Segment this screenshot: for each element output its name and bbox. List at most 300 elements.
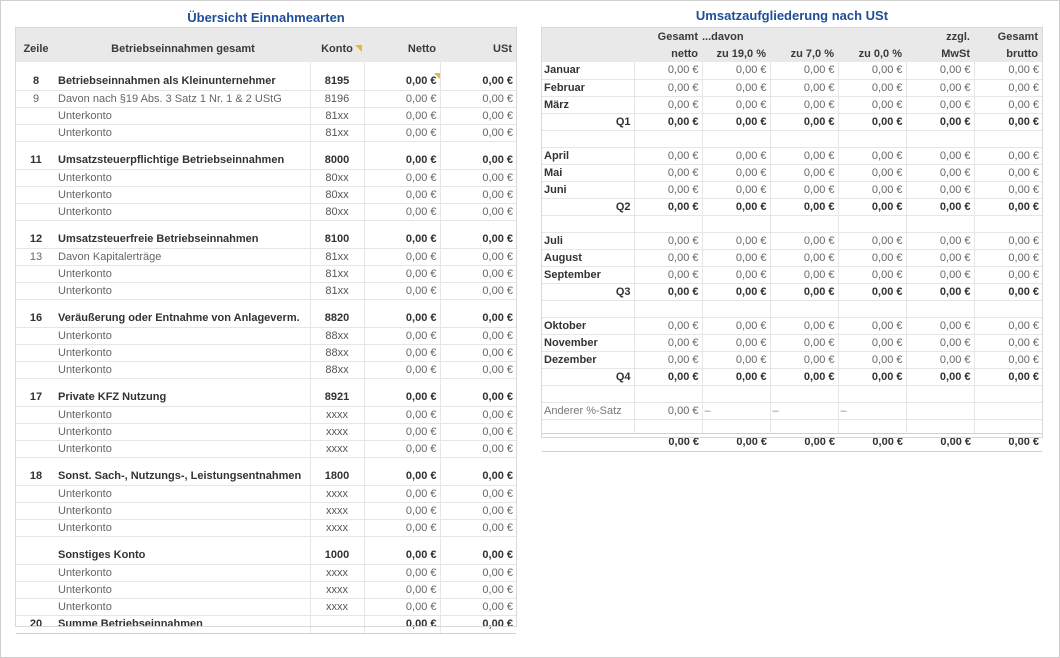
row-number[interactable] [16, 502, 56, 519]
amount-cell[interactable]: 0,00 € [634, 317, 702, 334]
row-number[interactable] [16, 519, 56, 536]
other-rate-dash[interactable]: – [770, 402, 838, 419]
amount-cell[interactable]: 0,00 € [770, 79, 838, 96]
empty-cell[interactable] [16, 378, 56, 389]
empty-cell[interactable] [364, 536, 440, 547]
ust-cell[interactable]: 0,00 € [440, 152, 516, 169]
amount-cell[interactable]: 0,00 € [634, 232, 702, 249]
empty-cell[interactable] [16, 457, 56, 468]
netto-cell[interactable]: 0,00 € [364, 265, 440, 282]
amount-cell[interactable]: 0,00 € [906, 164, 974, 181]
empty-cell[interactable] [770, 419, 838, 433]
amount-cell[interactable]: 0,00 € [838, 198, 906, 215]
header-betriebseinnahmen[interactable]: Betriebseinnahmen gesamt [56, 28, 310, 62]
empty-cell[interactable] [838, 130, 906, 147]
empty-cell[interactable] [542, 300, 634, 317]
amount-cell[interactable]: 0,00 € [702, 113, 770, 130]
ust-cell[interactable]: 0,00 € [440, 282, 516, 299]
account-number[interactable]: xxxx [310, 406, 364, 423]
amount-cell[interactable]: 0,00 € [702, 79, 770, 96]
empty-cell[interactable] [906, 402, 974, 419]
amount-cell[interactable]: 0,00 € [838, 334, 906, 351]
account-number[interactable]: 88xx [310, 327, 364, 344]
netto-cell[interactable]: 0,00 € [364, 186, 440, 203]
empty-cell[interactable] [702, 385, 770, 402]
account-name[interactable]: Unterkonto [56, 282, 310, 299]
amount-cell[interactable]: 0,00 € [702, 198, 770, 215]
netto-cell[interactable]: 0,00 € [364, 440, 440, 457]
amount-cell[interactable]: 0,00 € [906, 96, 974, 113]
amount-cell[interactable]: 0,00 € [770, 62, 838, 79]
amount-cell[interactable]: 0,00 € [770, 351, 838, 368]
netto-cell[interactable]: 0,00 € [364, 310, 440, 327]
quarter-label[interactable]: Q2 [542, 198, 634, 215]
row-number[interactable] [16, 564, 56, 581]
ust-cell[interactable]: 0,00 € [440, 547, 516, 564]
amount-cell[interactable]: 0,00 € [974, 96, 1042, 113]
other-rate-label[interactable]: Anderer %-Satz [542, 402, 634, 419]
account-name[interactable]: Unterkonto [56, 186, 310, 203]
month-label[interactable]: November [542, 334, 634, 351]
account-name[interactable]: Unterkonto [56, 423, 310, 440]
total-amount-cell[interactable]: 0,00 € [702, 433, 770, 451]
ust-cell[interactable]: 0,00 € [440, 186, 516, 203]
row-number[interactable] [16, 327, 56, 344]
row-number[interactable] [16, 598, 56, 615]
month-label[interactable]: Oktober [542, 317, 634, 334]
total-amount-cell[interactable]: 0,00 € [974, 433, 1042, 451]
amount-cell[interactable]: 0,00 € [702, 266, 770, 283]
netto-cell[interactable]: 0,00 € [364, 327, 440, 344]
amount-cell[interactable]: 0,00 € [906, 283, 974, 300]
empty-cell[interactable] [906, 300, 974, 317]
netto-cell[interactable]: 0,00 € [364, 598, 440, 615]
vat-header-cell[interactable] [838, 28, 906, 45]
empty-cell[interactable] [906, 419, 974, 433]
amount-cell[interactable]: 0,00 € [974, 181, 1042, 198]
account-number[interactable]: 80xx [310, 169, 364, 186]
ust-cell[interactable]: 0,00 € [440, 406, 516, 423]
amount-cell[interactable]: 0,00 € [770, 96, 838, 113]
empty-cell[interactable] [634, 385, 702, 402]
vat-header-cell[interactable]: ...davon [702, 28, 770, 45]
ust-cell[interactable]: 0,00 € [440, 389, 516, 406]
empty-cell[interactable] [542, 385, 634, 402]
month-label[interactable]: Juli [542, 232, 634, 249]
empty-cell[interactable] [634, 419, 702, 433]
row-number[interactable] [16, 547, 56, 564]
ust-cell[interactable]: 0,00 € [440, 598, 516, 615]
netto-cell[interactable]: 0,00 € [364, 485, 440, 502]
amount-cell[interactable]: 0,00 € [974, 317, 1042, 334]
amount-cell[interactable]: 0,00 € [702, 62, 770, 79]
amount-cell[interactable]: 0,00 € [974, 266, 1042, 283]
amount-cell[interactable]: 0,00 € [770, 232, 838, 249]
row-number[interactable]: 18 [16, 468, 56, 485]
vat-header-cell[interactable]: zu 0,0 % [838, 45, 906, 62]
ust-cell[interactable]: 0,00 € [440, 169, 516, 186]
account-name[interactable]: Unterkonto [56, 344, 310, 361]
empty-cell[interactable] [310, 141, 364, 152]
ust-cell[interactable]: 0,00 € [440, 265, 516, 282]
account-number[interactable]: 80xx [310, 186, 364, 203]
vat-header-cell[interactable]: netto [634, 45, 702, 62]
empty-cell[interactable] [16, 62, 56, 73]
amount-cell[interactable]: 0,00 € [838, 368, 906, 385]
amount-cell[interactable]: 0,00 € [974, 368, 1042, 385]
amount-cell[interactable]: 0,00 € [634, 113, 702, 130]
account-name[interactable]: Betriebseinnahmen als Kleinunternehmer [56, 73, 310, 90]
empty-cell[interactable] [634, 215, 702, 232]
sum-label[interactable]: Summe Betriebseinnahmen [56, 615, 310, 633]
amount-cell[interactable]: 0,00 € [906, 181, 974, 198]
amount-cell[interactable]: 0,00 € [702, 317, 770, 334]
account-number[interactable]: xxxx [310, 598, 364, 615]
account-name[interactable]: Sonstiges Konto [56, 547, 310, 564]
empty-cell[interactable] [974, 130, 1042, 147]
amount-cell[interactable]: 0,00 € [770, 113, 838, 130]
vat-header-cell[interactable] [542, 28, 634, 45]
ust-cell[interactable]: 0,00 € [440, 485, 516, 502]
empty-cell[interactable] [56, 457, 310, 468]
empty-cell[interactable] [838, 300, 906, 317]
total-amount-cell[interactable]: 0,00 € [838, 433, 906, 451]
quarter-label[interactable]: Q1 [542, 113, 634, 130]
account-name[interactable]: Unterkonto [56, 124, 310, 141]
amount-cell[interactable]: 0,00 € [770, 249, 838, 266]
total-amount-cell[interactable]: 0,00 € [634, 433, 702, 451]
ust-cell[interactable]: 0,00 € [440, 124, 516, 141]
account-name[interactable]: Unterkonto [56, 502, 310, 519]
row-number[interactable]: 11 [16, 152, 56, 169]
amount-cell[interactable]: 0,00 € [770, 283, 838, 300]
account-number[interactable]: xxxx [310, 581, 364, 598]
account-number[interactable]: xxxx [310, 519, 364, 536]
amount-cell[interactable]: 0,00 € [702, 232, 770, 249]
amount-cell[interactable]: 0,00 € [838, 283, 906, 300]
amount-cell[interactable]: 0,00 € [974, 249, 1042, 266]
netto-cell[interactable]: 0,00 € [364, 564, 440, 581]
empty-cell[interactable] [702, 300, 770, 317]
amount-cell[interactable]: 0,00 € [770, 266, 838, 283]
ust-cell[interactable]: 0,00 € [440, 90, 516, 107]
amount-cell[interactable]: 0,00 € [906, 249, 974, 266]
account-number[interactable]: 8195 [310, 73, 364, 90]
account-name[interactable]: Unterkonto [56, 564, 310, 581]
account-name[interactable]: Unterkonto [56, 361, 310, 378]
account-name[interactable]: Sonst. Sach-, Nutzungs-, Leistungsentnahmen [56, 468, 310, 485]
netto-cell[interactable]: 0,00 € [364, 107, 440, 124]
empty-cell[interactable] [364, 141, 440, 152]
amount-cell[interactable]: 0,00 € [702, 368, 770, 385]
account-number[interactable]: 1800 [310, 468, 364, 485]
amount-cell[interactable]: 0,00 € [838, 249, 906, 266]
empty-cell[interactable] [440, 457, 516, 468]
empty-cell[interactable] [770, 130, 838, 147]
empty-cell[interactable] [974, 402, 1042, 419]
netto-cell[interactable]: 0,00 € [364, 502, 440, 519]
amount-cell[interactable]: 0,00 € [634, 351, 702, 368]
row-number[interactable] [16, 203, 56, 220]
account-number[interactable]: 81xx [310, 124, 364, 141]
account-name[interactable]: Unterkonto [56, 485, 310, 502]
sum-netto[interactable]: 0,00 € [364, 615, 440, 633]
ust-cell[interactable]: 0,00 € [440, 581, 516, 598]
total-amount-cell[interactable]: 0,00 € [906, 433, 974, 451]
row-number[interactable]: 16 [16, 310, 56, 327]
amount-cell[interactable]: 0,00 € [838, 266, 906, 283]
month-label[interactable]: April [542, 147, 634, 164]
row-number[interactable] [16, 485, 56, 502]
amount-cell[interactable]: 0,00 € [838, 164, 906, 181]
empty-cell[interactable] [364, 457, 440, 468]
amount-cell[interactable]: 0,00 € [702, 181, 770, 198]
netto-cell[interactable]: 0,00 € [364, 203, 440, 220]
netto-cell[interactable]: 0,00 € [364, 581, 440, 598]
empty-cell[interactable] [770, 300, 838, 317]
account-number[interactable]: 81xx [310, 107, 364, 124]
netto-cell[interactable]: 0,00 € [364, 152, 440, 169]
row-number[interactable] [16, 124, 56, 141]
row-number[interactable]: 17 [16, 389, 56, 406]
amount-cell[interactable]: 0,00 € [634, 198, 702, 215]
amount-cell[interactable]: 0,00 € [634, 79, 702, 96]
account-number[interactable]: 8196 [310, 90, 364, 107]
account-number[interactable]: 81xx [310, 248, 364, 265]
empty-cell[interactable] [440, 141, 516, 152]
account-name[interactable]: Unterkonto [56, 581, 310, 598]
account-number[interactable]: 80xx [310, 203, 364, 220]
account-name[interactable]: Umsatzsteuerfreie Betriebseinnahmen [56, 231, 310, 248]
header-konto[interactable] [310, 28, 364, 62]
row-number[interactable] [16, 440, 56, 457]
vat-header-cell[interactable] [542, 45, 634, 62]
netto-cell[interactable]: 0,00 € [364, 406, 440, 423]
month-label[interactable]: Februar [542, 79, 634, 96]
sum-ust[interactable]: 0,00 € [440, 615, 516, 633]
amount-cell[interactable]: 0,00 € [702, 164, 770, 181]
account-name[interactable]: Unterkonto [56, 169, 310, 186]
row-number[interactable]: 13 [16, 248, 56, 265]
account-name[interactable]: Umsatzsteuerpflichtige Betriebseinnahmen [56, 152, 310, 169]
month-label[interactable]: Dezember [542, 351, 634, 368]
empty-cell[interactable] [974, 215, 1042, 232]
amount-cell[interactable]: 0,00 € [974, 113, 1042, 130]
account-name[interactable]: Unterkonto [56, 440, 310, 457]
row-number[interactable] [16, 406, 56, 423]
row-number[interactable]: 12 [16, 231, 56, 248]
empty-cell[interactable] [310, 220, 364, 231]
account-name[interactable]: Davon nach §19 Abs. 3 Satz 1 Nr. 1 & 2 UStG [56, 90, 310, 107]
account-name[interactable]: Unterkonto [56, 519, 310, 536]
month-label[interactable]: August [542, 249, 634, 266]
account-number[interactable]: 8000 [310, 152, 364, 169]
empty-cell[interactable] [838, 419, 906, 433]
amount-cell[interactable]: 0,00 € [770, 334, 838, 351]
amount-cell[interactable]: 0,00 € [634, 283, 702, 300]
header-ust[interactable]: USt [440, 28, 516, 62]
ust-cell[interactable]: 0,00 € [440, 423, 516, 440]
account-name[interactable]: Unterkonto [56, 327, 310, 344]
comment-marker-icon[interactable] [355, 45, 362, 52]
amount-cell[interactable]: 0,00 € [906, 198, 974, 215]
amount-cell[interactable]: 0,00 € [634, 164, 702, 181]
empty-cell[interactable] [56, 299, 310, 310]
netto-cell[interactable]: 0,00 € [364, 73, 440, 90]
empty-cell[interactable] [364, 378, 440, 389]
ust-cell[interactable]: 0,00 € [440, 203, 516, 220]
netto-cell[interactable]: 0,00 € [364, 468, 440, 485]
row-number[interactable] [16, 361, 56, 378]
header-netto[interactable]: Netto [364, 28, 440, 62]
account-number[interactable]: xxxx [310, 564, 364, 581]
other-rate-netto[interactable]: 0,00 € [634, 402, 702, 419]
amount-cell[interactable]: 0,00 € [906, 368, 974, 385]
empty-cell[interactable] [702, 419, 770, 433]
empty-cell[interactable] [364, 299, 440, 310]
amount-cell[interactable]: 0,00 € [906, 62, 974, 79]
amount-cell[interactable]: 0,00 € [634, 266, 702, 283]
amount-cell[interactable]: 0,00 € [974, 198, 1042, 215]
empty-cell[interactable] [16, 299, 56, 310]
sum-konto[interactable] [310, 615, 364, 633]
amount-cell[interactable]: 0,00 € [906, 232, 974, 249]
account-number[interactable]: xxxx [310, 485, 364, 502]
row-number[interactable] [16, 282, 56, 299]
ust-cell[interactable]: 0,00 € [440, 231, 516, 248]
amount-cell[interactable]: 0,00 € [702, 334, 770, 351]
month-label[interactable]: Juni [542, 181, 634, 198]
netto-cell[interactable]: 0,00 € [364, 547, 440, 564]
vat-header-cell[interactable]: MwSt [906, 45, 974, 62]
account-name[interactable]: Davon Kapitalerträge [56, 248, 310, 265]
empty-cell[interactable] [56, 220, 310, 231]
amount-cell[interactable]: 0,00 € [906, 266, 974, 283]
empty-cell[interactable] [16, 536, 56, 547]
netto-cell[interactable]: 0,00 € [364, 423, 440, 440]
empty-cell[interactable] [702, 130, 770, 147]
amount-cell[interactable]: 0,00 € [634, 368, 702, 385]
ust-cell[interactable]: 0,00 € [440, 310, 516, 327]
empty-cell[interactable] [56, 378, 310, 389]
amount-cell[interactable]: 0,00 € [974, 79, 1042, 96]
quarter-label[interactable]: Q4 [542, 368, 634, 385]
netto-cell[interactable]: 0,00 € [364, 169, 440, 186]
amount-cell[interactable]: 0,00 € [838, 113, 906, 130]
netto-cell[interactable]: 0,00 € [364, 124, 440, 141]
vat-header-cell[interactable] [770, 28, 838, 45]
account-number[interactable]: 81xx [310, 282, 364, 299]
amount-cell[interactable]: 0,00 € [974, 164, 1042, 181]
quarter-label[interactable]: Q3 [542, 283, 634, 300]
total-amount-cell[interactable]: 0,00 € [770, 433, 838, 451]
account-number[interactable]: 8921 [310, 389, 364, 406]
ust-cell[interactable]: 0,00 € [440, 564, 516, 581]
row-number[interactable]: 9 [16, 90, 56, 107]
row-number[interactable] [16, 169, 56, 186]
empty-cell[interactable] [542, 433, 634, 451]
empty-cell[interactable] [702, 215, 770, 232]
empty-cell[interactable] [634, 300, 702, 317]
account-number[interactable]: 8820 [310, 310, 364, 327]
amount-cell[interactable]: 0,00 € [838, 79, 906, 96]
vat-header-cell[interactable]: Gesamt [634, 28, 702, 45]
empty-cell[interactable] [838, 215, 906, 232]
empty-cell[interactable] [770, 385, 838, 402]
sum-row-number[interactable]: 20 [16, 615, 56, 633]
empty-cell[interactable] [16, 141, 56, 152]
netto-cell[interactable]: 0,00 € [364, 90, 440, 107]
row-number[interactable] [16, 265, 56, 282]
vat-header-cell[interactable]: zu 19,0 % [702, 45, 770, 62]
amount-cell[interactable]: 0,00 € [838, 232, 906, 249]
empty-cell[interactable] [364, 62, 440, 73]
amount-cell[interactable]: 0,00 € [838, 351, 906, 368]
empty-cell[interactable] [906, 215, 974, 232]
amount-cell[interactable]: 0,00 € [702, 351, 770, 368]
amount-cell[interactable]: 0,00 € [906, 334, 974, 351]
ust-cell[interactable]: 0,00 € [440, 361, 516, 378]
amount-cell[interactable]: 0,00 € [770, 164, 838, 181]
empty-cell[interactable] [310, 457, 364, 468]
amount-cell[interactable]: 0,00 € [906, 147, 974, 164]
netto-cell[interactable]: 0,00 € [364, 248, 440, 265]
ust-cell[interactable]: 0,00 € [440, 440, 516, 457]
month-label[interactable]: September [542, 266, 634, 283]
account-number[interactable]: xxxx [310, 502, 364, 519]
empty-cell[interactable] [542, 130, 634, 147]
amount-cell[interactable]: 0,00 € [634, 249, 702, 266]
amount-cell[interactable]: 0,00 € [702, 96, 770, 113]
empty-cell[interactable] [542, 419, 634, 433]
account-name[interactable]: Unterkonto [56, 598, 310, 615]
amount-cell[interactable]: 0,00 € [702, 249, 770, 266]
amount-cell[interactable]: 0,00 € [906, 79, 974, 96]
month-label[interactable]: März [542, 96, 634, 113]
empty-cell[interactable] [310, 299, 364, 310]
header-zeile[interactable]: Zeile [16, 28, 56, 62]
empty-cell[interactable] [974, 300, 1042, 317]
vat-header-cell[interactable]: zu 7,0 % [770, 45, 838, 62]
account-name[interactable]: Unterkonto [56, 107, 310, 124]
account-number[interactable]: 81xx [310, 265, 364, 282]
empty-cell[interactable] [440, 299, 516, 310]
amount-cell[interactable]: 0,00 € [770, 198, 838, 215]
vat-header-cell[interactable]: Gesamt [974, 28, 1042, 45]
row-number[interactable] [16, 344, 56, 361]
row-number[interactable]: 8 [16, 73, 56, 90]
ust-cell[interactable]: 0,00 € [440, 248, 516, 265]
amount-cell[interactable]: 0,00 € [838, 96, 906, 113]
other-rate-dash[interactable]: – [702, 402, 770, 419]
empty-cell[interactable] [56, 141, 310, 152]
empty-cell[interactable] [56, 536, 310, 547]
amount-cell[interactable]: 0,00 € [838, 62, 906, 79]
vat-header-cell[interactable]: zzgl. [906, 28, 974, 45]
amount-cell[interactable]: 0,00 € [634, 181, 702, 198]
row-number[interactable] [16, 186, 56, 203]
empty-cell[interactable] [310, 378, 364, 389]
netto-cell[interactable]: 0,00 € [364, 282, 440, 299]
ust-cell[interactable]: 0,00 € [440, 468, 516, 485]
empty-cell[interactable] [440, 378, 516, 389]
amount-cell[interactable]: 0,00 € [634, 96, 702, 113]
empty-cell[interactable] [310, 62, 364, 73]
row-number[interactable] [16, 581, 56, 598]
account-name[interactable]: Unterkonto [56, 406, 310, 423]
amount-cell[interactable]: 0,00 € [974, 334, 1042, 351]
empty-cell[interactable] [770, 215, 838, 232]
